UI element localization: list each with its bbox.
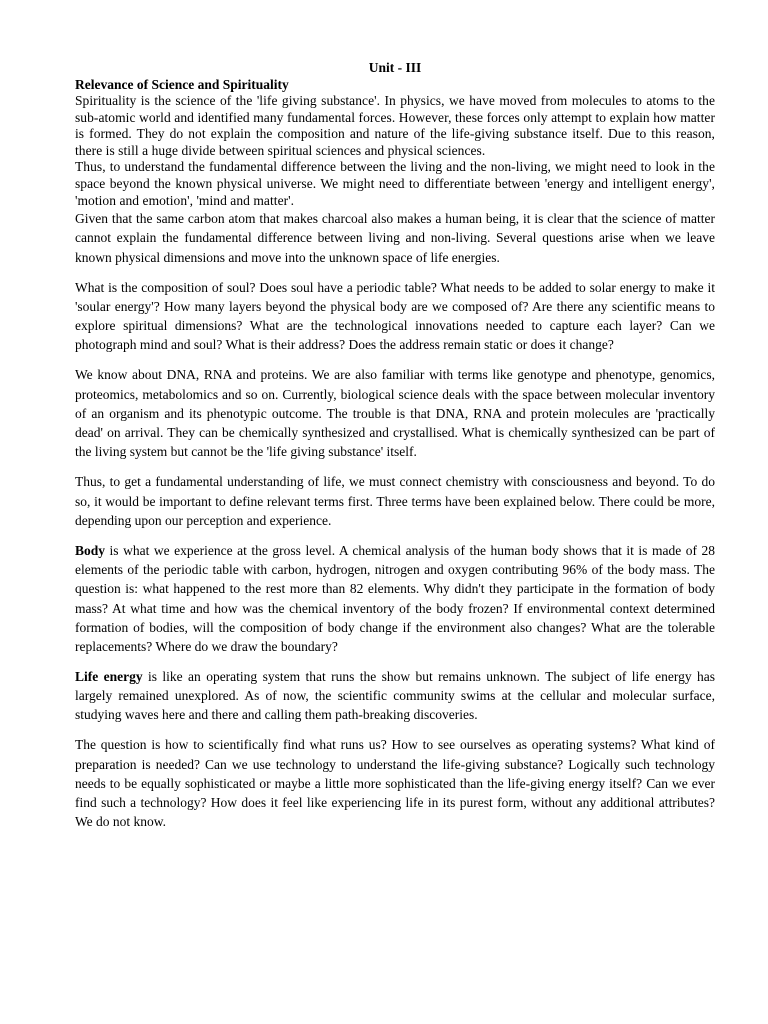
paragraph-3: Given that the same carbon atom that makes charcoal also makes a human being, it is clear that the science of matter cannot explain the fundamental difference between living and non-living. Several questions arise when we leave known physical dimensions and move into the unknown space of life energies. (75, 211, 715, 265)
paragraph-life-energy (75, 667, 715, 725)
document-page (75, 60, 715, 832)
unit-title: Unit - III (368, 60, 422, 75)
term-life-energy: Life energy (75, 668, 143, 684)
paragraph-1: Spirituality is the science of the 'life giving substance'. In physics, we have moved from molecules to atoms to the sub-atomic world and identified many fundamental forces. However, these forces only attempt to explain how matter is formed. They do not explain the composition and nature of the life-giving substance itself. Due to this reason, there is still a huge divide between spiritual sciences and physical sciences. (75, 93, 715, 158)
paragraph-9: The question is how to scientifically find what runs us? How to see ourselves as operating systems? What kind of preparation is needed? Can we use technology to understand the life-giving substance? Logically such technology needs to be equally sophisticated or maybe a little more sophisticated than the life-giving energy itself? Can we ever find such a technology? How does it feel like experiencing life in its purest form, without any additional attributes? We do not know. (75, 737, 715, 830)
paragraph-body (75, 541, 715, 657)
paragraph-5: We know about DNA, RNA and proteins. We are also familiar with terms like genotype and phenotype, genomics, proteomics, metabolomics and so on. Currently, biological science deals with the space between molecular inventory of an organism and its phenotypic outcome. The trouble is that DNA, RNA and protein molecules are 'practically dead' on arrival. They can be chemically synthesized and crystallised. What is chemically synthesized can be part of the living system but cannot be the 'life giving substance' itself. (75, 367, 715, 460)
term-body: Body (75, 542, 106, 558)
paragraph-4: What is the composition of soul? Does soul have a periodic table? What needs to be added to solar energy to make it 'soular energy'? How many layers beyond the physical body are we composed of? Are there any scientific means to explore spiritual dimensions? What are the technological innovations needed to capture each layer? Can we photograph mind and soul? What is their address? Does the address remain static or does it change? (75, 279, 715, 353)
section-heading: Relevance of Science and Spirituality (75, 76, 289, 92)
paragraph-6: Thus, to get a fundamental understanding of life, we must connect chemistry with consciousness and beyond. To do so, it would be important to define relevant terms first. Three terms have been explained below. There could be more, depending upon our perception and experience. (75, 474, 715, 528)
paragraph-life-energy-text: is like an operating system that runs the show but remains unknown. The subject of life energy has largely remained unexplored. As of now, the scientific community swims at the cellular and molecular surface, studying waves here and there and calling them path-breaking discoveries. (75, 668, 715, 723)
paragraph-body-text: is what we experience at the gross level. A chemical analysis of the human body shows that it is made of 28 elements of the periodic table with carbon, hydrogen, nitrogen and oxygen contributing 96% of the body mass. The question is: what happened to the rest more than 82 elements. Why didn't they participate in the formation of body mass? At what time and how was the chemical inventory of the body frozen? If environmental context determined formation of bodies, will the composition of body change if the environment also changes? What are the tolerable replacements? Where do we draw the boundary? (75, 542, 715, 655)
paragraph-2: Thus, to understand the fundamental difference between the living and the non-living, we might need to look in the space beyond the known physical universe. We might need to differentiate between 'energy and intelligent energy', 'motion and emotion', 'mind and matter'. (75, 159, 715, 208)
